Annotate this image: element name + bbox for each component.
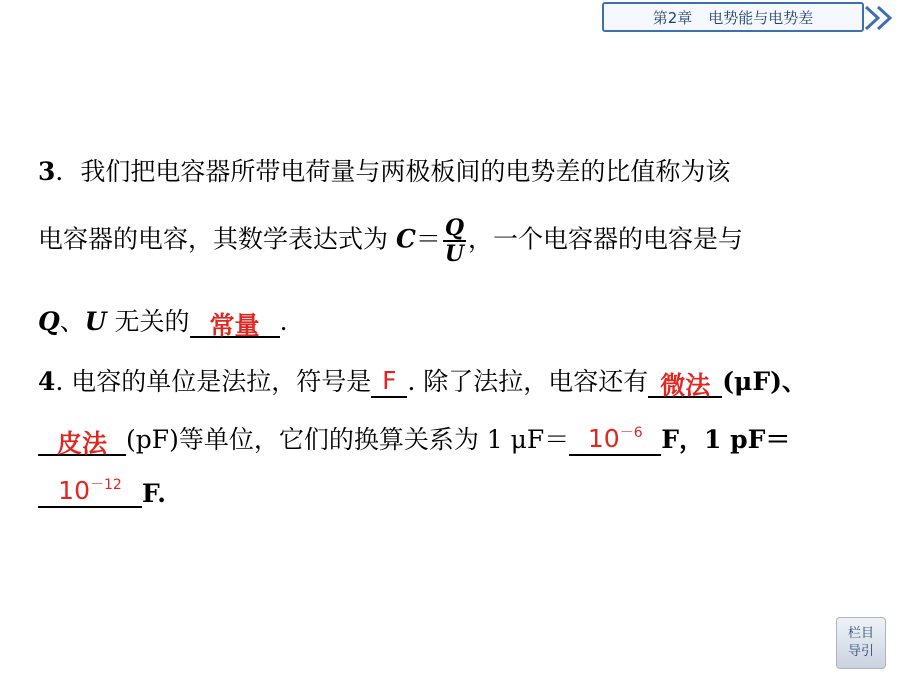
fraction-q-over-u — [443, 216, 466, 266]
text: 电容器的电容，其数学表达式为 — [38, 224, 396, 254]
text: 无关的 — [106, 307, 190, 336]
denominator: U — [444, 241, 465, 267]
text: 、 — [59, 307, 85, 336]
chevron-right-icon — [862, 4, 900, 32]
equals: ＝ — [415, 224, 441, 254]
item3-line2 — [38, 216, 743, 266]
symbol-u: U — [84, 307, 107, 336]
answer-blank — [648, 366, 722, 398]
item4-line3 — [38, 476, 166, 508]
answer-blank — [38, 424, 126, 456]
item-number: 3 — [38, 157, 56, 186]
answer-blank — [569, 424, 661, 456]
text: ．我们把电容器所带电荷量与两极板间的电势差的比值称为该 — [55, 157, 731, 186]
item-number: 4 — [38, 367, 56, 396]
text: F，1 pF＝ — [661, 425, 791, 454]
symbol-c: C — [395, 224, 416, 254]
text: . 电容的单位是法拉，符号是 — [55, 367, 372, 396]
text: F. — [142, 479, 166, 508]
answer-blank — [371, 366, 407, 398]
answer-blank — [38, 476, 142, 508]
answer-microfarad: 微法 — [660, 371, 711, 400]
symbol-q: Q — [38, 307, 60, 336]
text: ，一个电容器的电容是与 — [468, 224, 744, 254]
chapter-title: 电势能与电势差 — [708, 8, 814, 27]
numerator: Q — [444, 215, 465, 241]
text: . 除了法拉，电容还有 — [407, 367, 649, 396]
answer-base: 10 — [587, 424, 620, 453]
answer-picofarad: 皮法 — [56, 429, 107, 458]
navigation-button[interactable] — [836, 617, 886, 669]
nav-label-1: 栏目 — [847, 626, 874, 641]
text: (pF)等单位，它们的换算关系为 1 μF＝ — [126, 425, 570, 454]
answer-exponent: －12 — [89, 477, 122, 493]
item3-line3 — [38, 302, 288, 338]
text: (μF)、 — [722, 367, 807, 396]
answer-constant: 常量 — [209, 311, 260, 340]
nav-label-2: 导引 — [847, 644, 874, 659]
item4-line2 — [38, 420, 790, 456]
answer-blank — [190, 306, 280, 338]
answer-base: 10 — [58, 476, 90, 505]
answer-symbol: F — [382, 366, 397, 395]
chapter-number: 第2章 — [652, 8, 693, 27]
text: . — [279, 307, 288, 336]
item4-line1 — [38, 362, 807, 398]
chapter-header — [602, 2, 864, 32]
answer-exponent: －6 — [619, 425, 643, 441]
item3-line1 — [38, 152, 730, 188]
